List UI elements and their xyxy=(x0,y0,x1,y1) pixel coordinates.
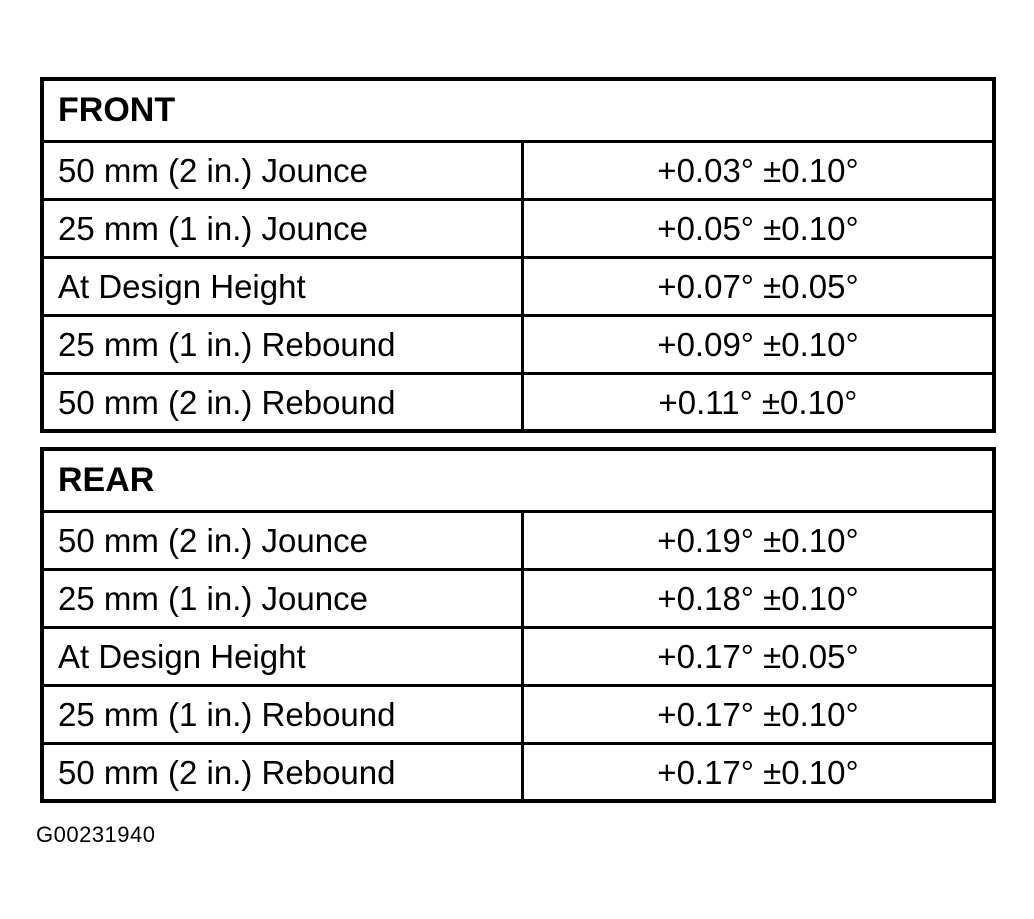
row-value: +0.09° ±0.10° xyxy=(657,325,859,363)
row-value: +0.03° ±0.10° xyxy=(657,151,859,189)
row-label: At Design Height xyxy=(44,259,524,314)
table-row xyxy=(44,745,992,800)
front-table-title: FRONT xyxy=(44,81,992,143)
front-spec-table xyxy=(40,77,996,433)
table-row xyxy=(44,571,992,629)
rear-spec-table xyxy=(40,447,996,803)
table-row xyxy=(44,317,992,375)
row-label: 25 mm (1 in.) Jounce xyxy=(44,571,524,626)
table-row xyxy=(44,629,992,687)
table-row xyxy=(44,513,992,571)
table-row xyxy=(44,143,992,201)
row-label: 25 mm (1 in.) Rebound xyxy=(44,317,524,372)
row-value: +0.05° ±0.10° xyxy=(657,209,859,247)
row-label: 50 mm (2 in.) Rebound xyxy=(44,375,524,430)
row-value: +0.17° ±0.10° xyxy=(657,695,859,733)
row-value: +0.17° ±0.10° xyxy=(657,753,859,791)
table-row xyxy=(44,375,992,430)
row-label: 25 mm (1 in.) Jounce xyxy=(44,201,524,256)
table-row xyxy=(44,259,992,317)
row-value: +0.07° ±0.05° xyxy=(657,267,859,305)
row-value: +0.17° ±0.05° xyxy=(657,637,859,675)
row-label: At Design Height xyxy=(44,629,524,684)
row-label: 50 mm (2 in.) Jounce xyxy=(44,143,524,198)
figure-code: G00231940 xyxy=(36,822,156,847)
rear-table-title: REAR xyxy=(44,451,992,513)
row-label: 25 mm (1 in.) Rebound xyxy=(44,687,524,742)
table-row xyxy=(44,201,992,259)
row-value: +0.11° ±0.10° xyxy=(658,383,858,421)
row-label: 50 mm (2 in.) Rebound xyxy=(44,745,524,800)
table-row xyxy=(44,687,992,745)
row-value: +0.18° ±0.10° xyxy=(657,579,859,617)
row-label: 50 mm (2 in.) Jounce xyxy=(44,513,524,568)
row-value: +0.19° ±0.10° xyxy=(657,521,859,559)
